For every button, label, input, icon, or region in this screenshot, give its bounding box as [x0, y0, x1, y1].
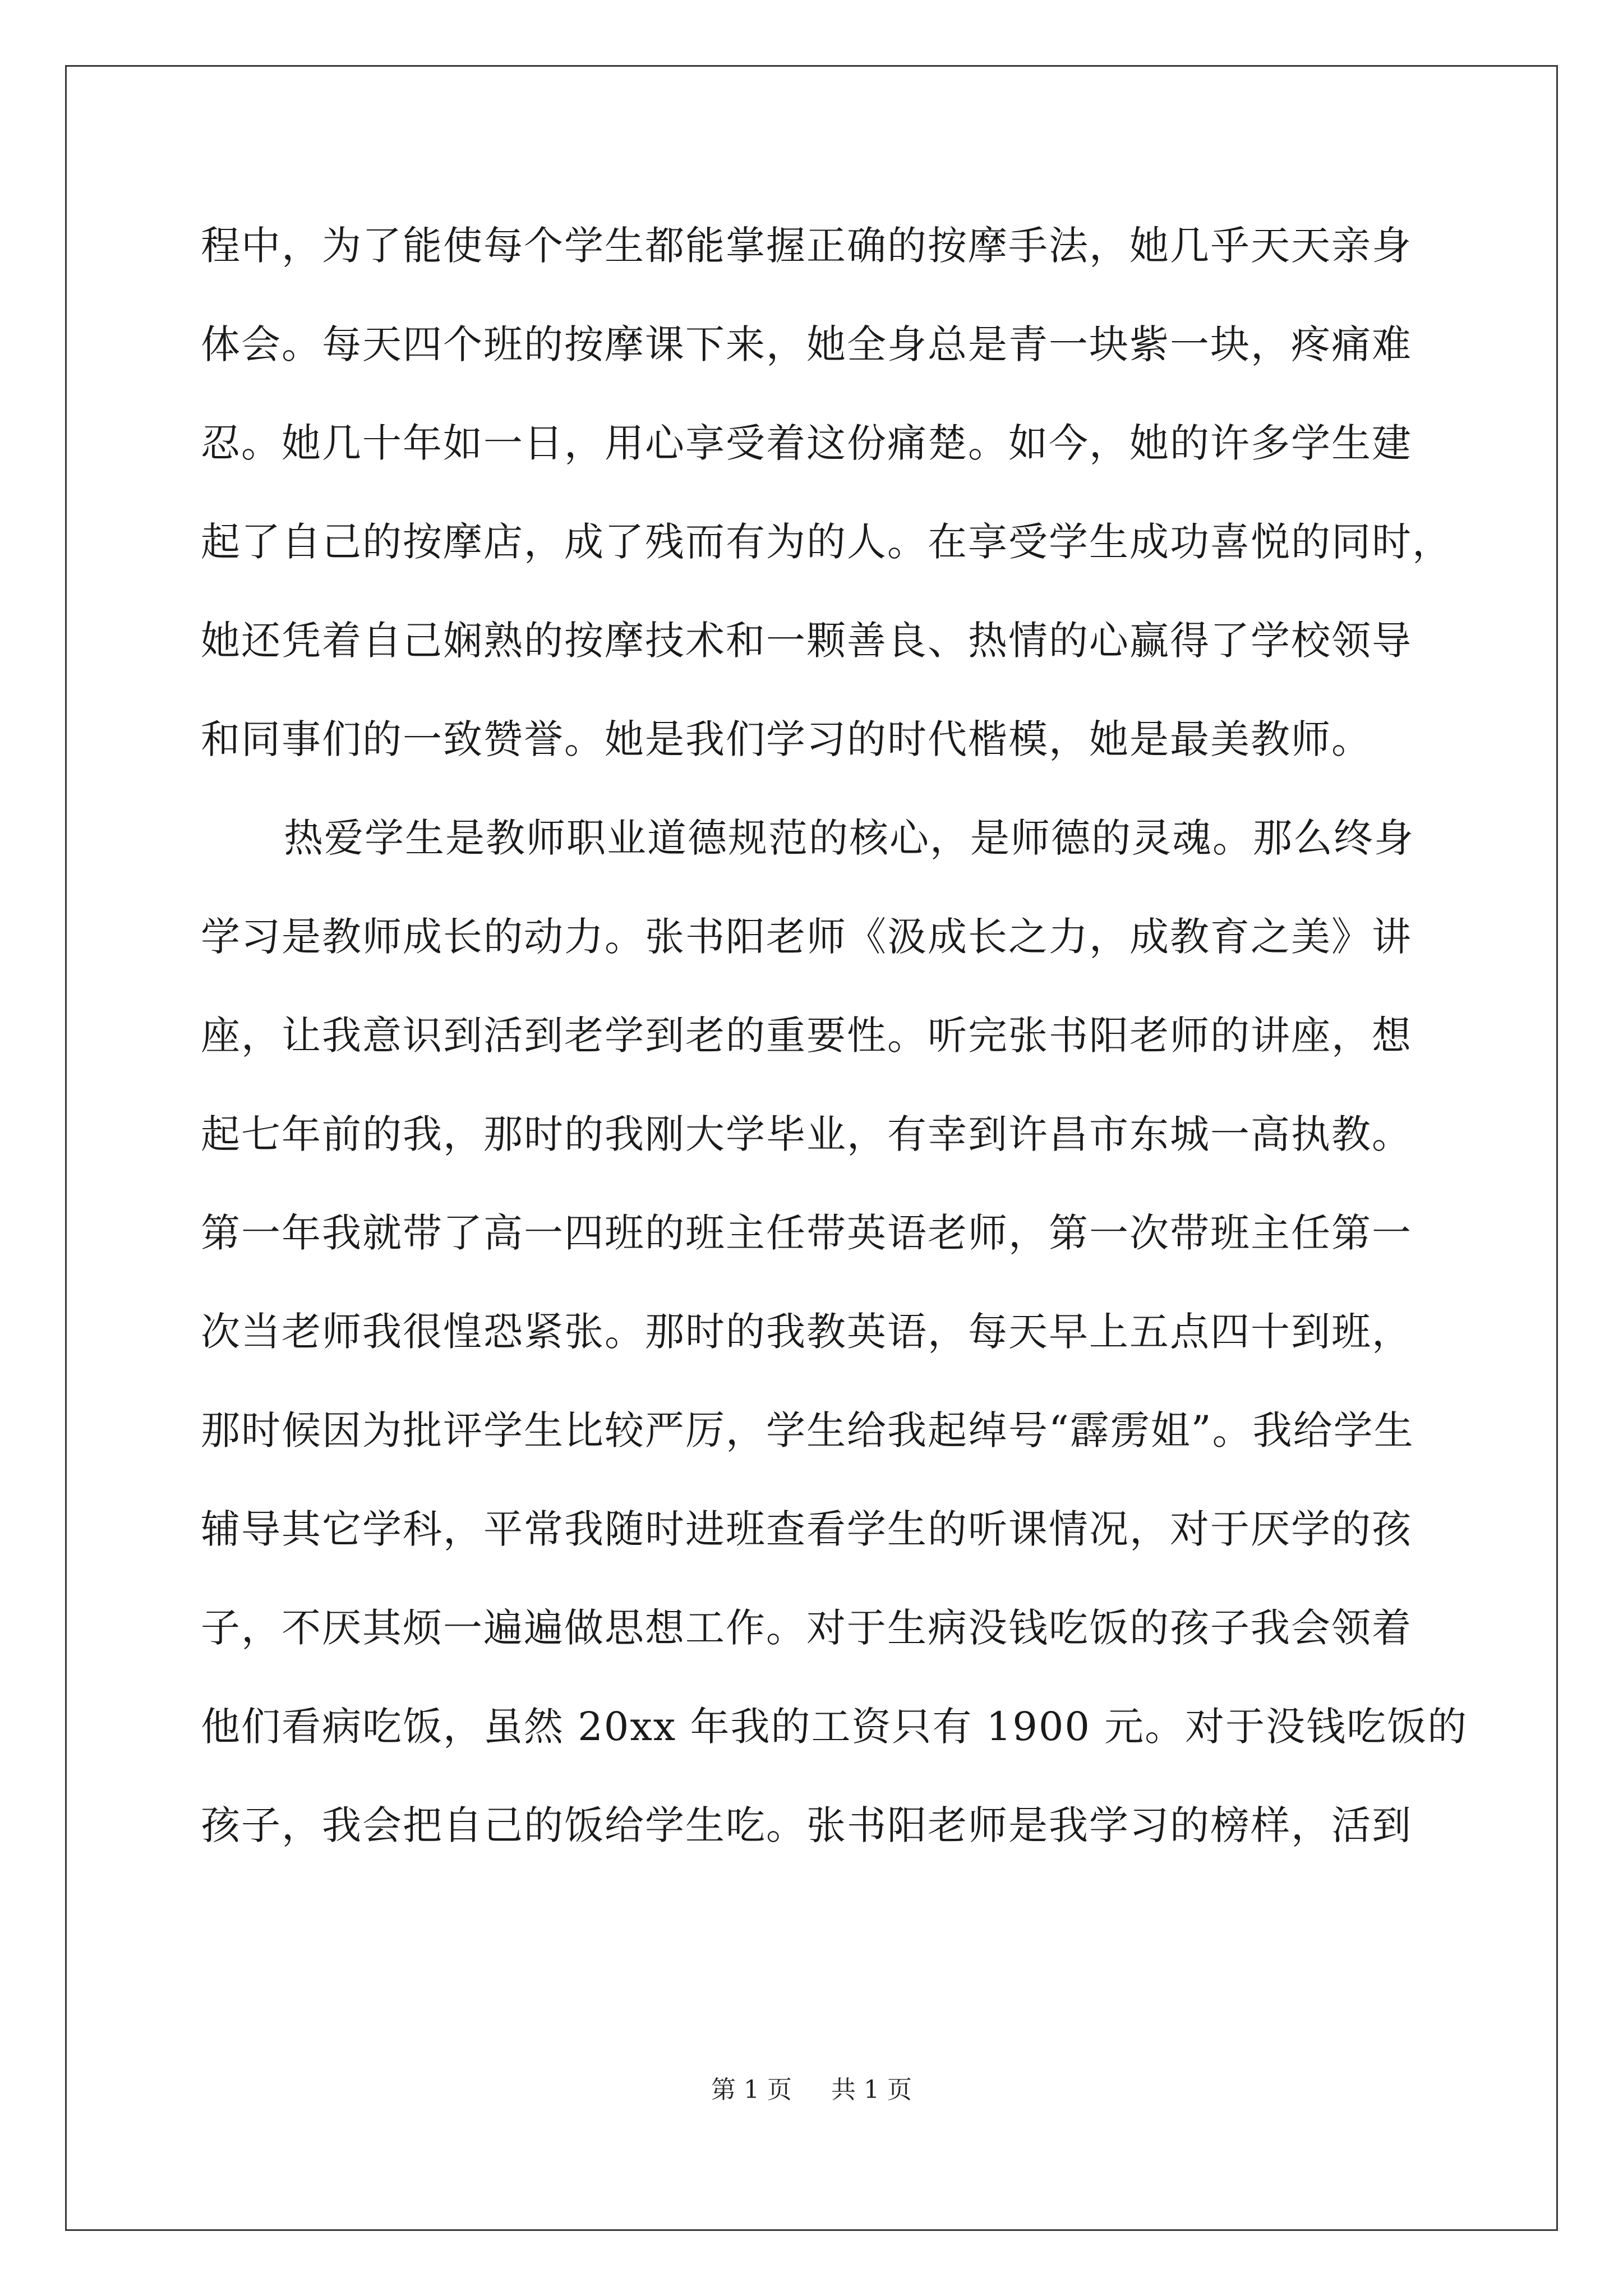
- text-line: 和同事们的一致赞誉。她是我们学习的时代楷模，她是最美教师。: [201, 716, 1372, 762]
- text-line: 忍。她几十年如一日，用心享受着这份痛楚。如今，她的许多学生建: [201, 420, 1412, 466]
- text-line: 他们看病吃饭，虽然 20xx 年我的工资只有 1900 元。对于没钱吃饭的: [201, 1704, 1468, 1750]
- page-number-total: 共 1 页: [831, 2076, 912, 2104]
- text-line: 次当老师我很惶恐紧张。那时的我教英语，每天早上五点四十到班，: [201, 1309, 1412, 1355]
- text-line: 程中，为了能使每个学生都能掌握正确的按摩手法，她几乎天天亲身: [201, 223, 1412, 269]
- paragraph-first-line: 热爱学生是教师职业道德规范的核心，是师德的灵魂。那么终身: [284, 815, 1414, 861]
- text-line: 学习是教师成长的动力。张书阳老师《汲成长之力，成教育之美》讲: [201, 914, 1412, 960]
- text-line: 那时候因为批评学生比较严厉，学生给我起绰号“霹雳姐”。我给学生: [201, 1407, 1414, 1453]
- page-footer: [0, 2073, 1623, 2107]
- text-line: 起七年前的我，那时的我刚大学毕业，有幸到许昌市东城一高执教。: [201, 1111, 1412, 1157]
- text-line: 起了自己的按摩店，成了残而有为的人。在享受学生成功喜悦的同时，: [201, 519, 1453, 565]
- text-line: 孩子，我会把自己的饭给学生吃。张书阳老师是我学习的榜样，活到: [201, 1802, 1412, 1848]
- text-line: 她还凭着自己娴熟的按摩技术和一颗善良、热情的心赢得了学校领导: [201, 618, 1412, 664]
- text-line: 体会。每天四个班的按摩课下来，她全身总是青一块紫一块，疼痛难: [201, 321, 1412, 367]
- text-line: 子，不厌其烦一遍遍做思想工作。对于生病没钱吃饭的孩子我会领着: [201, 1605, 1412, 1651]
- page-number-current: 第 1 页: [711, 2076, 792, 2104]
- text-line: 第一年我就带了高一四班的班主任带英语老师，第一次带班主任第一: [201, 1210, 1412, 1256]
- text-line: 辅导其它学科，平常我随时进班查看学生的听课情况，对于厌学的孩: [201, 1506, 1412, 1552]
- text-line: 座，让我意识到活到老学到老的重要性。听完张书阳老师的讲座，想: [201, 1013, 1412, 1059]
